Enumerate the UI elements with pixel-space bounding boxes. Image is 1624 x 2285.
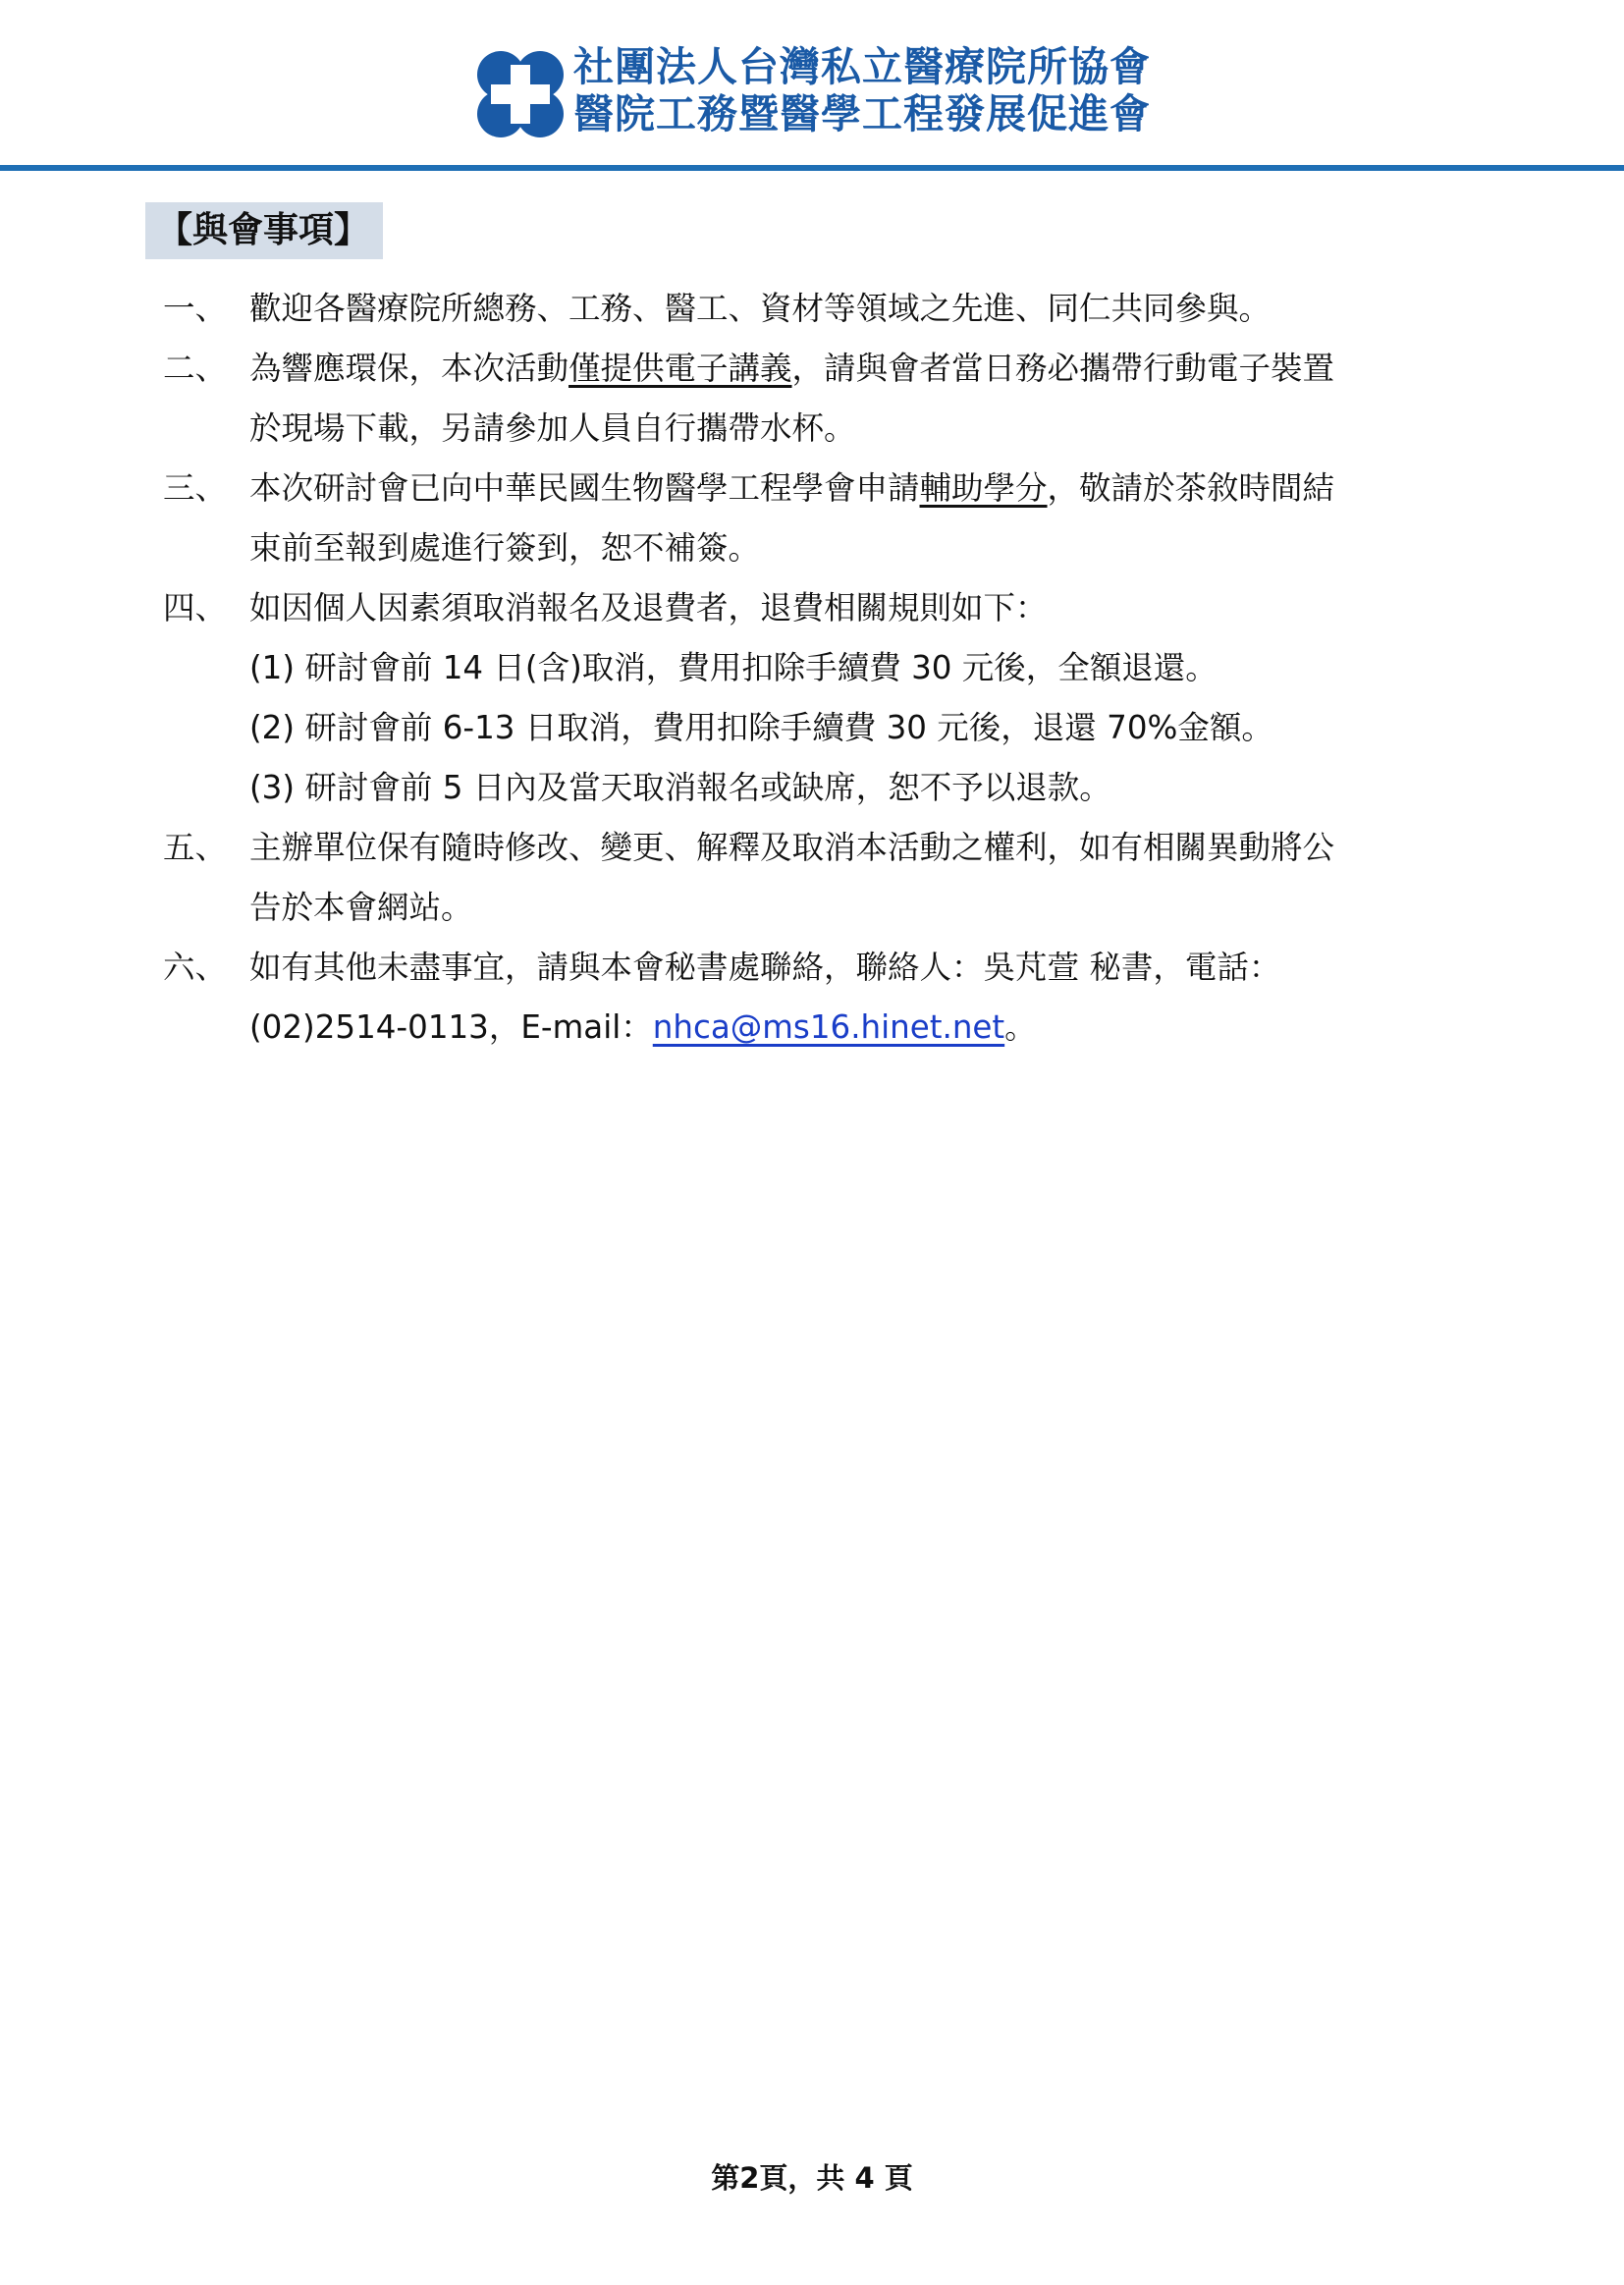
item-text: 於現場下載，另請參加人員自行攜帶水杯。 (249, 409, 856, 447)
org-name-line-1: 社團法人台灣私立醫療院所協會 (573, 43, 1151, 90)
list-item (163, 578, 1479, 818)
list-item (163, 339, 1479, 459)
item-text: 束前至報到處進行簽到，恕不補簽。 (249, 529, 761, 567)
list-item (163, 279, 1479, 339)
item-number: 六、 (163, 949, 228, 986)
text-segment: 本次研討會已向中華民國生物醫學工程學會申請 (249, 469, 920, 507)
item-text (249, 998, 1479, 1058)
email-link[interactable]: nhca@ms16.hinet.net (652, 1008, 1005, 1046)
underlined-text: 僅提供電子講義 (568, 350, 792, 387)
header-rule (0, 165, 1624, 171)
item-text: 主辦單位保有隨時修改、變更、解釋及取消本活動之權利，如有相關異動將公 (249, 829, 1335, 866)
item-text (249, 459, 1479, 518)
refund-rule: (1) 研討會前 14 日(含)取消，費用扣除手續費 30 元後，全額退還。 (249, 649, 1218, 686)
text-segment: ，敬請於茶敘時間結 (1047, 469, 1335, 507)
item-number: 二、 (163, 350, 228, 387)
item-number: 一、 (163, 290, 228, 327)
letterhead (0, 0, 1624, 165)
refund-rule: (3) 研討會前 5 日內及當天取消報名或缺席，恕不予以退款。 (249, 769, 1111, 806)
item-text: 告於本會網站。 (249, 889, 473, 926)
page-number: 第2頁，共 4 頁 (711, 2161, 913, 2195)
list-item (163, 938, 1479, 1058)
organization-name (573, 43, 1151, 137)
blue-cross-logo-icon (473, 47, 568, 141)
underlined-text: 輔助學分 (919, 469, 1048, 507)
list-item (163, 459, 1479, 578)
item-number: 三、 (163, 469, 228, 507)
item-text: 歡迎各醫療院所總務、工務、醫工、資材等領域之先進、同仁共同參與。 (249, 290, 1272, 327)
item-number: 四、 (163, 589, 228, 626)
org-name-line-2: 醫院工務暨醫學工程發展促進會 (573, 90, 1151, 137)
text-segment: 為響應環保，本次活動 (249, 350, 569, 387)
text-segment: ，請與會者當日務必攜帶行動電子裝置 (791, 350, 1335, 387)
item-text: 如因個人因素須取消報名及退費者，退費相關規則如下： (249, 589, 1048, 626)
section-title: 【與會事項】 (145, 202, 383, 259)
notice-list (163, 279, 1479, 1058)
item-number: 五、 (163, 829, 228, 866)
text-segment: 。 (1004, 1008, 1037, 1046)
item-text (249, 339, 1479, 399)
list-item (163, 818, 1479, 938)
text-segment: (02)2514-0113，E-mail： (249, 1008, 653, 1046)
refund-rule: (2) 研討會前 6-13 日取消，費用扣除手續費 30 元後，退還 70%金額。 (249, 709, 1273, 746)
item-text: 如有其他未盡事宜，請與本會秘書處聯絡，聯絡人：吳芃萱 秘書，電話： (249, 949, 1281, 986)
